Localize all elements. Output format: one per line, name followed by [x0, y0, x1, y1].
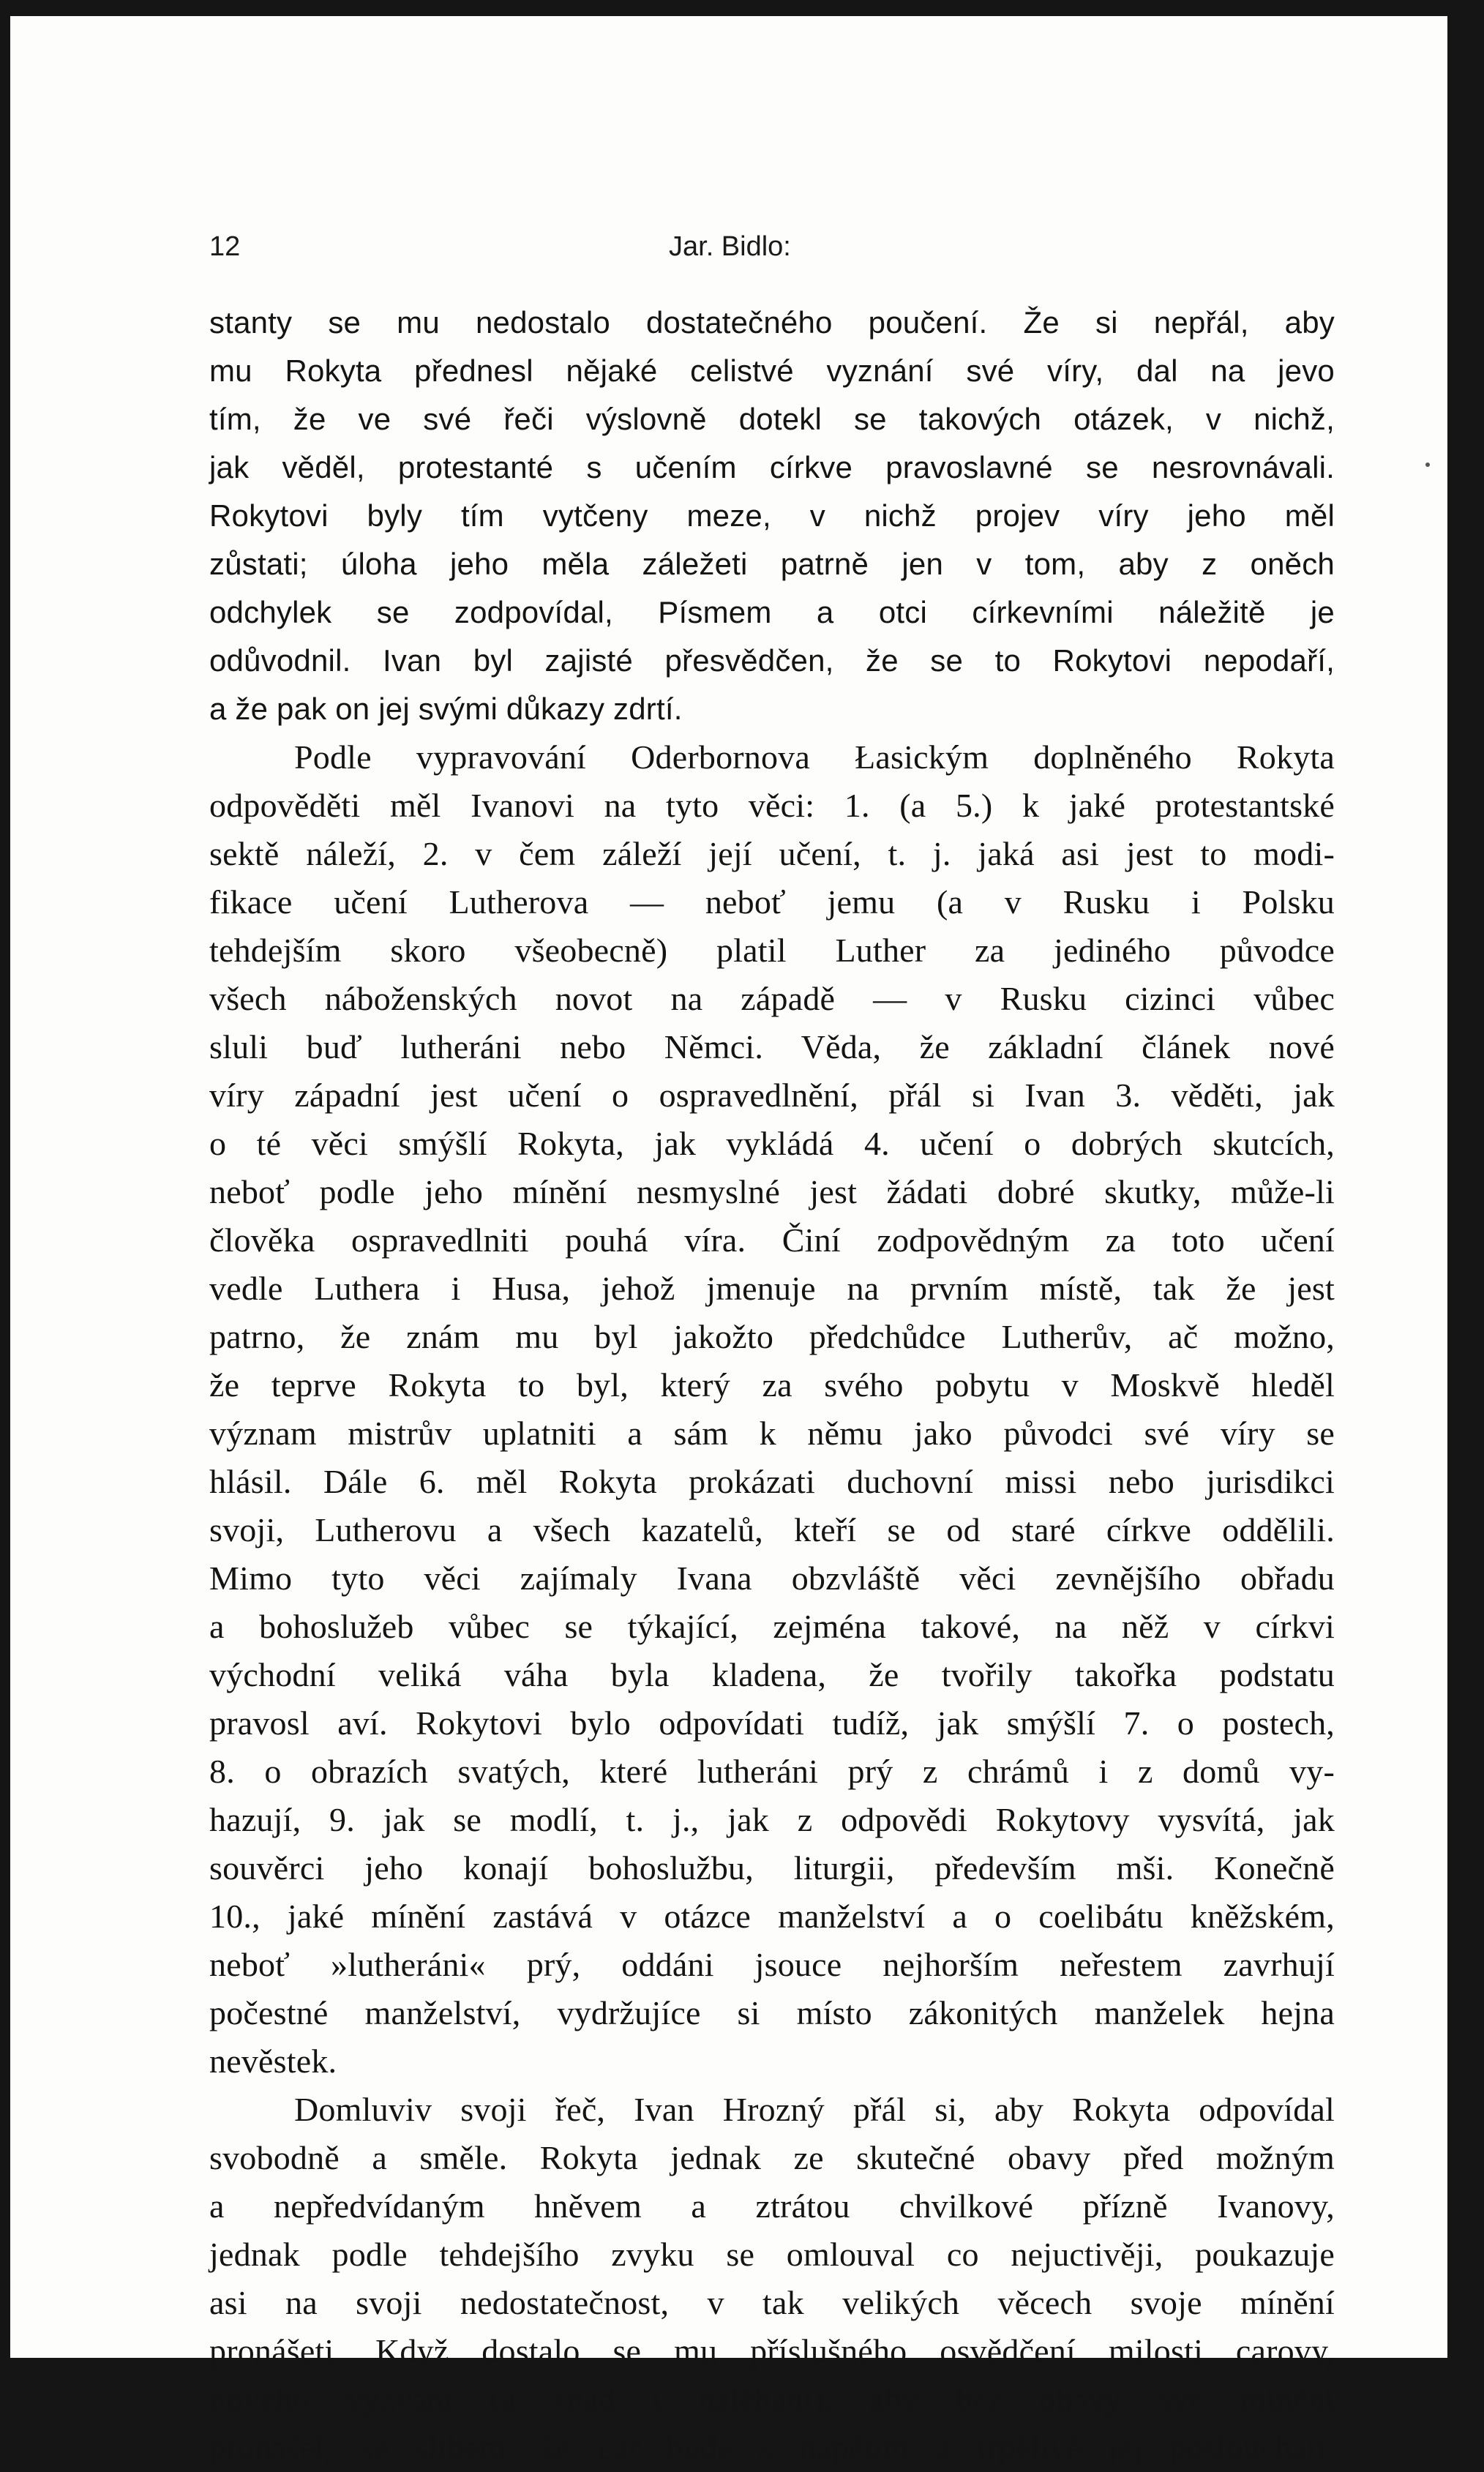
text-line: souvěrci jeho konají bohoslužbu, liturgii, především mši. Konečně: [209, 1849, 1335, 1887]
text-line: jak věděl, protestanté s učením církve pravoslavné se nesrovnávali.: [209, 450, 1335, 484]
body-text: [209, 299, 1335, 2472]
text-line: 8. o obrazích svatých, které lutheráni prý z chrámů i z domů vy-: [209, 1753, 1335, 1790]
text-line: sektě náleží, 2. v čem záleží její učení, t. j. jaká asi jest to modi-: [209, 835, 1335, 872]
text-line: stanty se mu nedostalo dostatečného poučení. Že si nepřál, aby: [209, 305, 1335, 340]
text-line: Podle vypravování Oderbornova Łasickým doplněného Rokyta: [294, 738, 1335, 776]
page-number: 12: [209, 231, 241, 262]
text-line: o té věci smýšlí Rokyta, jak vykládá 4. učení o dobrých skutcích,: [209, 1125, 1335, 1162]
text-line: pronášel, se slibem, že car bude s napětím a trpělivě jej poslouchati,: [209, 2429, 1335, 2466]
text-line: a že pak on jej svými důkazy zdrtí.: [209, 692, 683, 726]
text-line: význam mistrův uplatniti a sám k němu jako původci své víry se: [209, 1415, 1335, 1452]
text-line: odchylek se zodpovídal, Písmem a otci církevními náležitě je: [209, 595, 1335, 629]
text-line: a bohoslužeb vůbec se týkající, zejména takové, na něž v církvi: [209, 1608, 1335, 1645]
text-line: víry západní jest učení o ospravedlnění, přál si Ivan 3. věděti, jak: [209, 1076, 1335, 1114]
text-line: nevěstek.: [209, 2042, 337, 2080]
text-line: východní veliká váha byla kladena, že tvořily takořka podstatu: [209, 1656, 1335, 1693]
text-line: počestné manželství, vydržujíce si místo zákonitých manželek hejna: [209, 1994, 1335, 2031]
text-line: nového vyzvání (a snad i nalěhání), aby bez obavy své mínění: [209, 2381, 1335, 2418]
text-line: hlásil. Dále 6. měl Rokyta prokázati duchovní missi nebo jurisdikci: [209, 1463, 1335, 1500]
text-line: svobodně a směle. Rokyta jednak ze skutečné obavy před možným: [209, 2139, 1335, 2176]
page-header: [209, 231, 1248, 266]
text-line: tehdejším skoro všeobecně) platil Luther za jediného původce: [209, 932, 1335, 969]
text-line: Mimo tyto věci zajímaly Ivana obzvláště věci zevnějšího obřadu: [209, 1559, 1335, 1597]
text-line: vedle Luthera i Husa, jehož jmenuje na prvním místě, tak že jest: [209, 1270, 1335, 1307]
text-line: sluli buď lutheráni nebo Němci. Věda, že základní článek nové: [209, 1028, 1335, 1065]
text-line: Domluviv svoji řeč, Ivan Hrozný přál si, aby Rokyta odpovídal: [294, 2091, 1335, 2128]
text-line: mu Rokyta přednesl nějaké celistvé vyznání své víry, dal na jevo: [209, 353, 1335, 388]
text-line: a nepředvídaným hněvem a ztrátou chvilkové přízně Ivanovy,: [209, 2187, 1335, 2225]
text-line: zůstati; úloha jeho měla záležeti patrně jen v tom, aby z oněch: [209, 547, 1335, 581]
text-line: odůvodnil. Ivan byl zajisté přesvědčen, že se to Rokytovi nepodaří,: [209, 643, 1335, 678]
text-line: svoji, Lutherovu a všech kazatelů, kteří se od staré církve oddělili.: [209, 1511, 1335, 1548]
text-line: asi na svoji nedostatečnost, v tak velikých věcech svoje mínění: [209, 2284, 1335, 2321]
text-line: tím, že ve své řeči výslovně dotekl se takových otázek, v nichž,: [209, 402, 1335, 436]
text-line: Rokytovi byly tím vytčeny meze, v nichž projev víry jeho měl: [209, 498, 1335, 533]
text-line: pronášeti. Když dostalo se mu příslušného osvědčení milosti carovy,: [209, 2332, 1335, 2370]
book-page: [10, 16, 1447, 2466]
text-line: že teprve Rokyta to byl, který za svého pobytu v Moskvě hleděl: [209, 1366, 1335, 1404]
text-line: neboť »lutheráni« prý, oddáni jsouce nejhorším neřestem zavrhují: [209, 1946, 1335, 1983]
text-line: odpověděti měl Ivanovi na tyto věci: 1. (a 5.) k jaké protestantské: [209, 787, 1335, 824]
text-line: hazují, 9. jak se modlí, t. j., jak z odpovědi Rokytovy vysvítá, jak: [209, 1801, 1335, 1838]
text-line: člověka ospravedlniti pouhá víra. Činí zodpovědným za toto učení: [209, 1221, 1335, 1259]
text-line: fikace učení Lutherova — neboť jemu (a v Rusku i Polsku: [209, 883, 1335, 921]
text-line: 10., jaké mínění zastává v otázce manželství a o coelibátu kněžském,: [209, 1898, 1335, 1935]
text-line: jednak podle tehdejšího zvyku se omlouval co nejuctivěji, poukazuje: [209, 2236, 1335, 2273]
text-line: pravosl aví. Rokytovi bylo odpovídati tudíž, jak smýšlí 7. o postech,: [209, 1704, 1335, 1742]
text-line: patrno, že znám mu byl jakožto předchůdce Lutherův, ač možno,: [209, 1318, 1335, 1355]
text-line: všech náboženských novot na západě — v Rusku cizinci vůbec: [209, 980, 1335, 1017]
running-head: Jar. Bidlo:: [669, 231, 791, 262]
margin-dot: [1425, 462, 1430, 467]
text-line: neboť podle jeho mínění nesmyslné jest žádati dobré skutky, může-li: [209, 1173, 1335, 1210]
